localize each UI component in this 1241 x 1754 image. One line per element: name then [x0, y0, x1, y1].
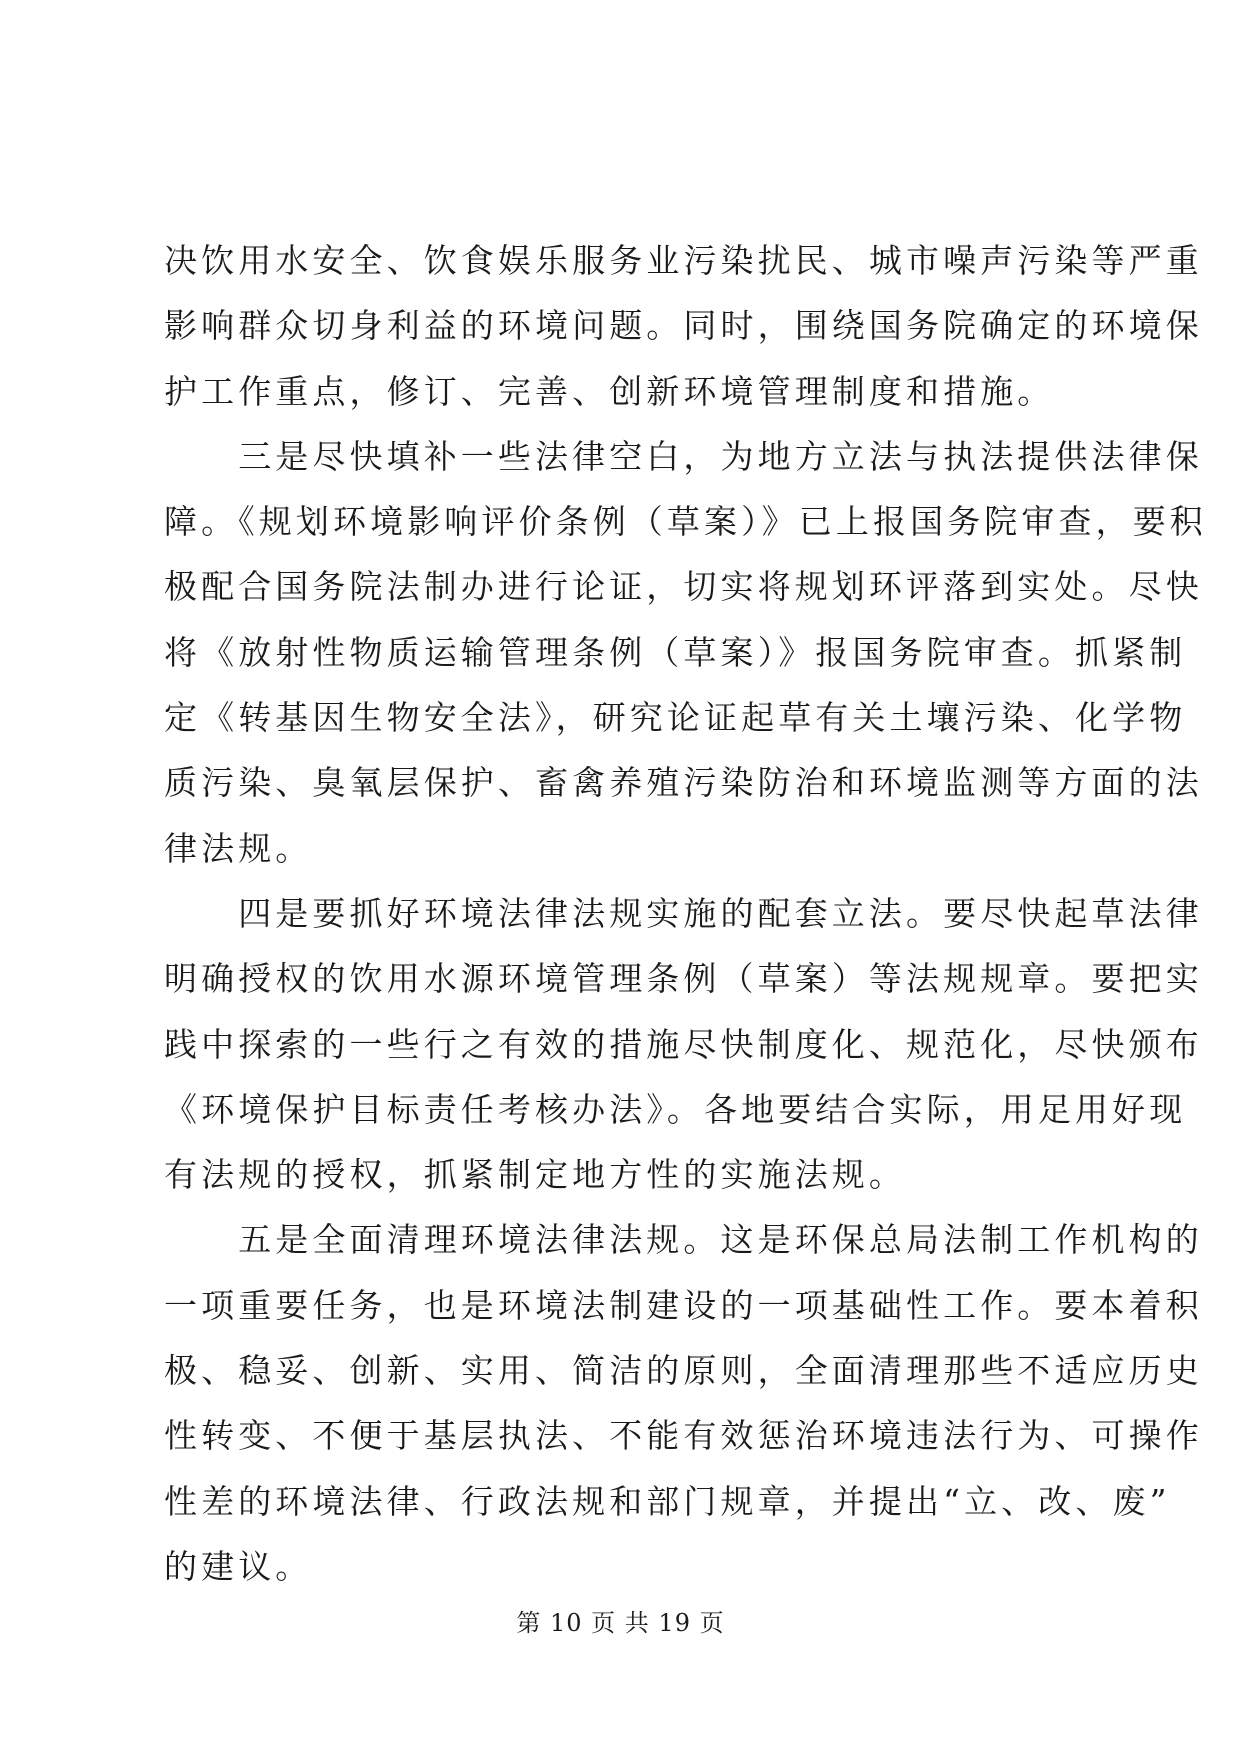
text-line: 护工作重点，修订、完善、创新环境管理制度和措施。 [164, 371, 1055, 411]
text-line: 的建议。 [164, 1546, 313, 1586]
page-number-label: 第 10 页 共 19 页 [516, 1609, 725, 1637]
text-line: 明确授权的饮用水源环境管理条例（草案）等法规规章。要把实 [164, 959, 1203, 999]
text-line: 障。《规划环境影响评价条例（草案）》已上报国务院审查，要积 [164, 502, 1207, 542]
page-footer [0, 1608, 1241, 1638]
text-line: 性转变、不便于基层执法、不能有效惩治环境违法行为、可操作 [164, 1416, 1203, 1456]
text-line: 《环境保护目标责任考核办法》。各地要结合实际，用足用好现 [164, 1089, 1187, 1129]
text-line: 影响群众切身利益的环境问题。同时，围绕国务院确定的环境保 [164, 306, 1203, 346]
text-line: 三是尽快填补一些法律空白，为地方立法与执法提供法律保 [164, 436, 1203, 476]
text-line: 定《转基因生物安全法》，研究论证起草有关土壤污染、化学物 [164, 698, 1187, 738]
text-line: 践中探索的一些行之有效的措施尽快制度化、规范化，尽快颁布 [164, 1024, 1203, 1064]
text-line: 极、稳妥、创新、实用、简洁的原则，全面清理那些不适应历史 [164, 1351, 1203, 1391]
text-line: 质污染、臭氧层保护、畜禽养殖污染防治和环境监测等方面的法 [164, 763, 1203, 803]
text-line: 一项重要任务，也是环境法制建设的一项基础性工作。要本着积 [164, 1285, 1203, 1325]
text-line: 五是全面清理环境法律法规。这是环保总局法制工作机构的 [164, 1220, 1203, 1260]
document-body [164, 228, 1207, 1599]
text-line: 极配合国务院法制办进行论证，切实将规划环评落到实处。尽快 [164, 567, 1203, 607]
text-line: 决饮用水安全、饮食娱乐服务业污染扰民、城市噪声污染等严重 [164, 241, 1203, 280]
text-line: 性差的环境法律、行政法规和部门规章，并提出“立、改、废” [164, 1481, 1171, 1521]
text-line: 律法规。 [164, 828, 313, 868]
text-line: 将《放射性物质运输管理条例（草案）》报国务院审查。抓紧制 [164, 632, 1187, 672]
text-line: 有法规的授权，抓紧制定地方性的实施法规。 [164, 1155, 906, 1195]
text-line: 四是要抓好环境法律法规实施的配套立法。要尽快起草法律 [164, 893, 1203, 933]
